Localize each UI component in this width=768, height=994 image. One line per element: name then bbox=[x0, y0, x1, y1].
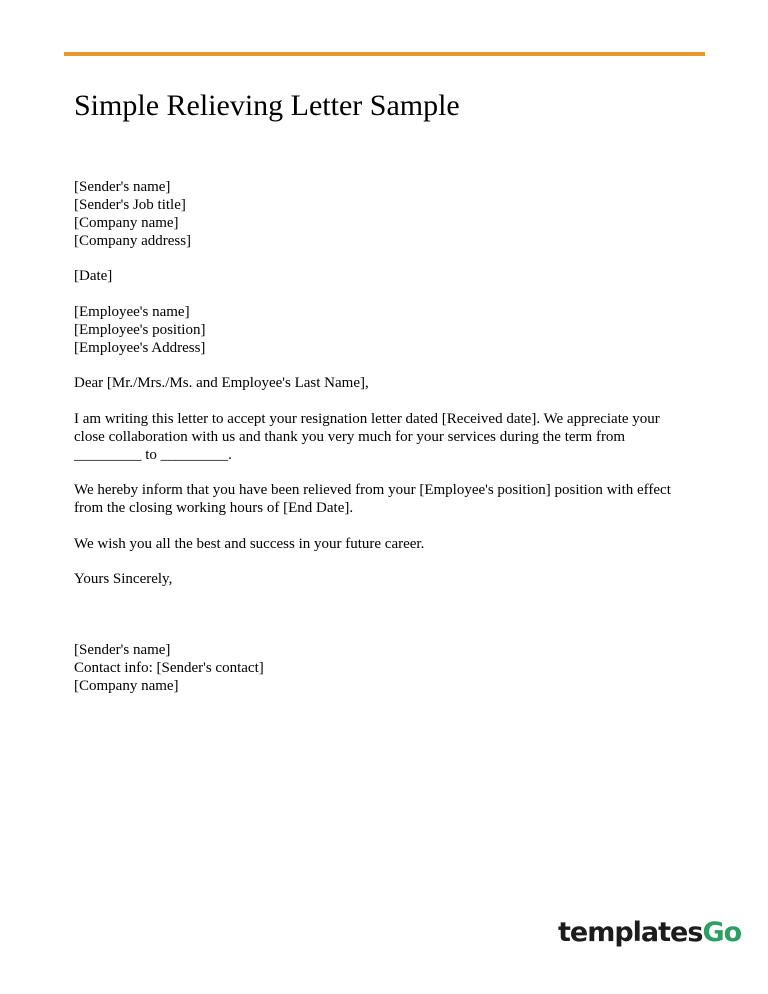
signature-name: [Sender's name] bbox=[74, 642, 171, 658]
closing bbox=[74, 570, 172, 588]
sender-block bbox=[74, 178, 191, 250]
body-paragraph-3 bbox=[74, 535, 424, 553]
signature-contact: Contact info: [Sender's contact] bbox=[74, 660, 264, 676]
body-paragraph-1-line-1: I am writing this letter to accept your resignation letter dated [Received date]. We appreciate your bbox=[74, 411, 660, 427]
logo-text-templates: templates bbox=[558, 917, 703, 948]
sender-company-address: [Company address] bbox=[74, 233, 192, 249]
recipient-name: [Employee's name] bbox=[74, 304, 190, 320]
body-paragraph-2-line-2: from the closing working hours of [End Date]. bbox=[74, 500, 354, 516]
document-title: Simple Relieving Letter Sample bbox=[74, 89, 460, 122]
body-paragraph-1-line-3: _________ to _________. bbox=[74, 447, 232, 463]
sender-name: [Sender's name] bbox=[74, 179, 171, 195]
recipient-block bbox=[74, 303, 205, 357]
sender-job-title: [Sender's Job title] bbox=[74, 197, 186, 213]
signature-company: [Company name] bbox=[74, 678, 179, 694]
signature-block bbox=[74, 641, 264, 695]
top-accent-rule bbox=[64, 52, 705, 56]
logo-text-go: Go bbox=[702, 917, 742, 948]
body-paragraph-1-line-2: close collaboration with us and thank you very much for your services during the term from bbox=[74, 429, 626, 445]
sender-company-name: [Company name] bbox=[74, 215, 179, 231]
salutation-text: Dear [Mr./Mrs./Ms. and Employee's Last Name], bbox=[74, 375, 369, 391]
templatesgo-logo bbox=[558, 916, 741, 950]
body-paragraph-2-line-1: We hereby inform that you have been relieved from your [Employee's position] position with effect bbox=[74, 482, 671, 498]
closing-text: Yours Sincerely, bbox=[74, 571, 173, 587]
date-block bbox=[74, 267, 112, 285]
body-paragraph-1 bbox=[74, 410, 660, 464]
body-paragraph-2 bbox=[74, 481, 671, 517]
letter-date: [Date] bbox=[74, 268, 113, 284]
recipient-position: [Employee's position] bbox=[74, 322, 206, 338]
body-paragraph-3-text: We wish you all the best and success in your future career. bbox=[74, 536, 425, 552]
recipient-address: [Employee's Address] bbox=[74, 340, 206, 356]
salutation bbox=[74, 374, 369, 392]
